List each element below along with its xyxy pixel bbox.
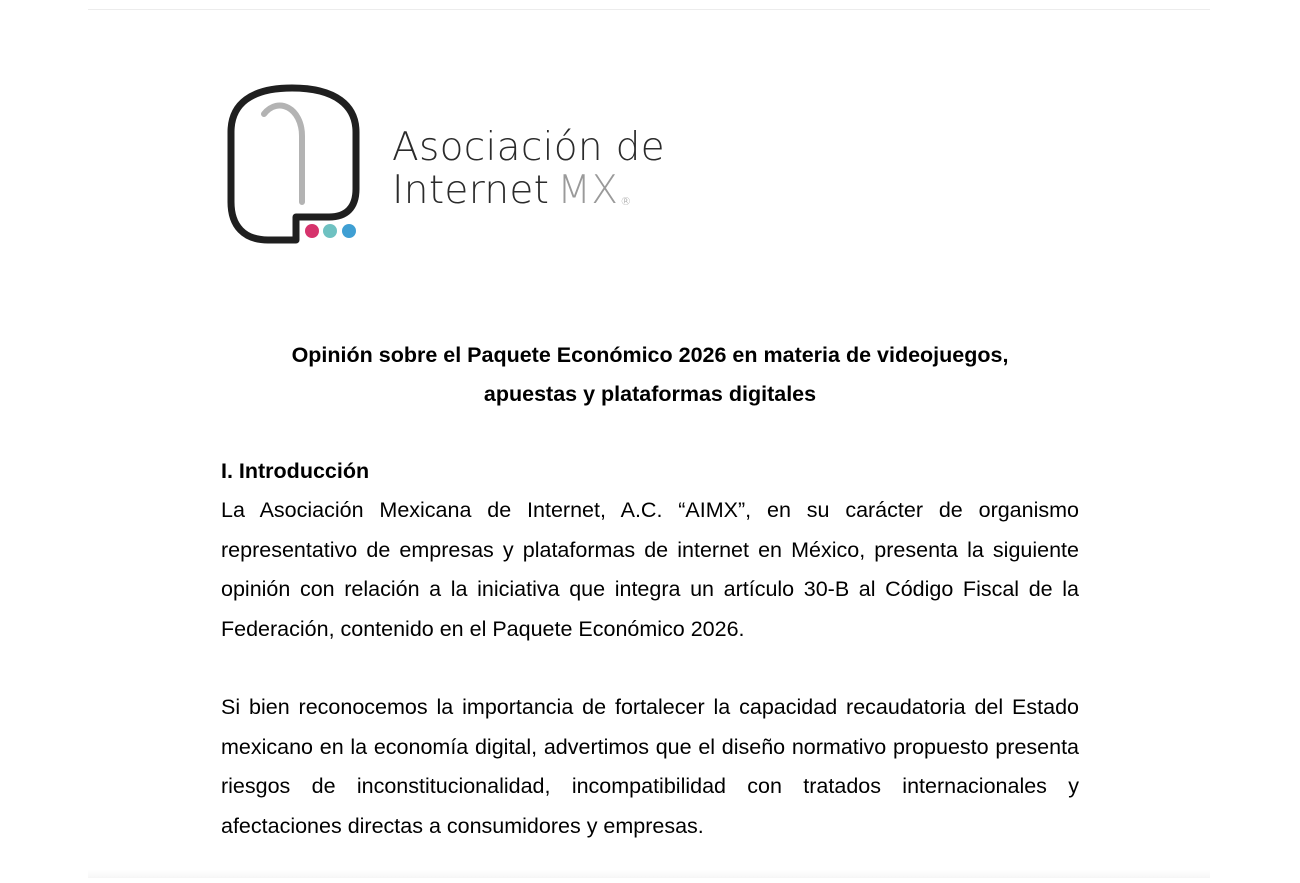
logo-mx: MX <box>557 168 619 213</box>
intro-paragraph-1: La Asociación Mexicana de Internet, A.C. “AIMX”, en su carácter de organismo representativo de empresas y plataformas de internet en México, presenta la siguiente opinión con relación a la iniciativa que integra un artículo 30-B al Código Fiscal de la Federación, contenido en el Paquete Económico 2026. <box>221 498 1079 641</box>
logo-line-1: Asociación de <box>392 125 665 170</box>
logo-wordmark <box>392 126 665 223</box>
logo-dot-teal <box>323 224 337 238</box>
document-title-line-1: Opinión sobre el Paquete Económico 2026 en materia de videojuegos, <box>291 343 1009 367</box>
document-title <box>221 336 1079 414</box>
page-bottom-edge <box>88 870 1210 878</box>
logo-line-2 <box>392 169 665 223</box>
section-heading-introduccion: I. Introducción <box>221 459 370 483</box>
aimx-logo <box>226 84 686 249</box>
logo-registered-mark: ® <box>620 195 632 208</box>
logo-internet: Internet <box>392 168 550 213</box>
document-title-line-2: apuestas y plataformas digitales <box>483 382 817 406</box>
logo-dot-pink <box>305 224 319 238</box>
page-top-divider <box>88 9 1210 10</box>
intro-paragraph-2: Si bien reconocemos la importancia de fortalecer la capacidad recaudatoria del Estado mexicano en la economía digital, advertimos que el diseño normativo propuesto presenta riesgos de inconstitucionalidad, incompatibilidad con tratados internacionales y afectaciones directas a consumidores y empresas. <box>221 695 1079 838</box>
aimx-logo-mark-icon <box>226 84 366 249</box>
logo-dot-blue <box>342 224 356 238</box>
